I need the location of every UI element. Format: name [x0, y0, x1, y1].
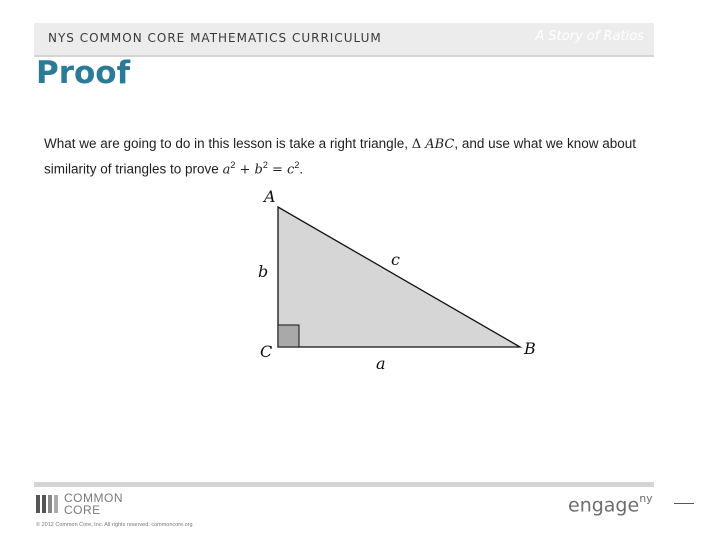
- footer-dash: [674, 503, 694, 504]
- engage-superscript: ny: [639, 492, 653, 505]
- series-label: A Story of Ratios: [535, 29, 644, 44]
- side-b-label: b: [258, 262, 269, 281]
- equation-exponent-3: 2: [294, 160, 300, 170]
- statement-part-1: What we are going to do in this lesson is take a right triangle,: [44, 136, 412, 151]
- right-angle-marker: [278, 325, 299, 347]
- equation-a: a: [222, 162, 231, 178]
- triangle-shape: [278, 207, 520, 347]
- equation-c: c: [287, 162, 295, 178]
- footer-bar: [34, 482, 654, 487]
- vertex-a-label: A: [264, 187, 276, 206]
- common-core-wordmark: [64, 492, 123, 516]
- equation-b: b: [254, 162, 263, 178]
- lesson-statement: [44, 134, 664, 181]
- common-core-logo-icon: [36, 492, 62, 514]
- copyright-notice: © 2012 Common Core, Inc. All rights reserved. commoncore.org: [36, 522, 193, 528]
- slide-title: Proof: [36, 55, 131, 91]
- logo-line-1: COMMON: [64, 491, 123, 505]
- curriculum-label: NYS COMMON CORE MATHEMATICS CURRICULUM: [48, 31, 382, 45]
- triangle-name: ABC: [425, 137, 455, 152]
- equation-exponent-2: 2: [262, 160, 268, 170]
- statement-part-2: , and use what we know about similarity of triangles to prove: [44, 136, 636, 177]
- engage-ny-logo: [568, 494, 653, 516]
- side-a-label: a: [376, 354, 386, 373]
- header-bar: [34, 23, 654, 57]
- equation-exponent-1: 2: [230, 160, 236, 170]
- equation-equals: =: [267, 162, 288, 178]
- statement-period: .: [299, 161, 304, 177]
- equation-plus: +: [235, 162, 255, 178]
- engage-word: engage: [568, 494, 640, 517]
- vertex-c-label: C: [260, 342, 273, 361]
- side-c-label: c: [391, 250, 400, 269]
- logo-line-2: CORE: [64, 503, 101, 517]
- right-triangle-figure: [250, 185, 550, 375]
- triangle-symbol: Δ: [411, 137, 426, 152]
- vertex-b-label: B: [524, 339, 536, 358]
